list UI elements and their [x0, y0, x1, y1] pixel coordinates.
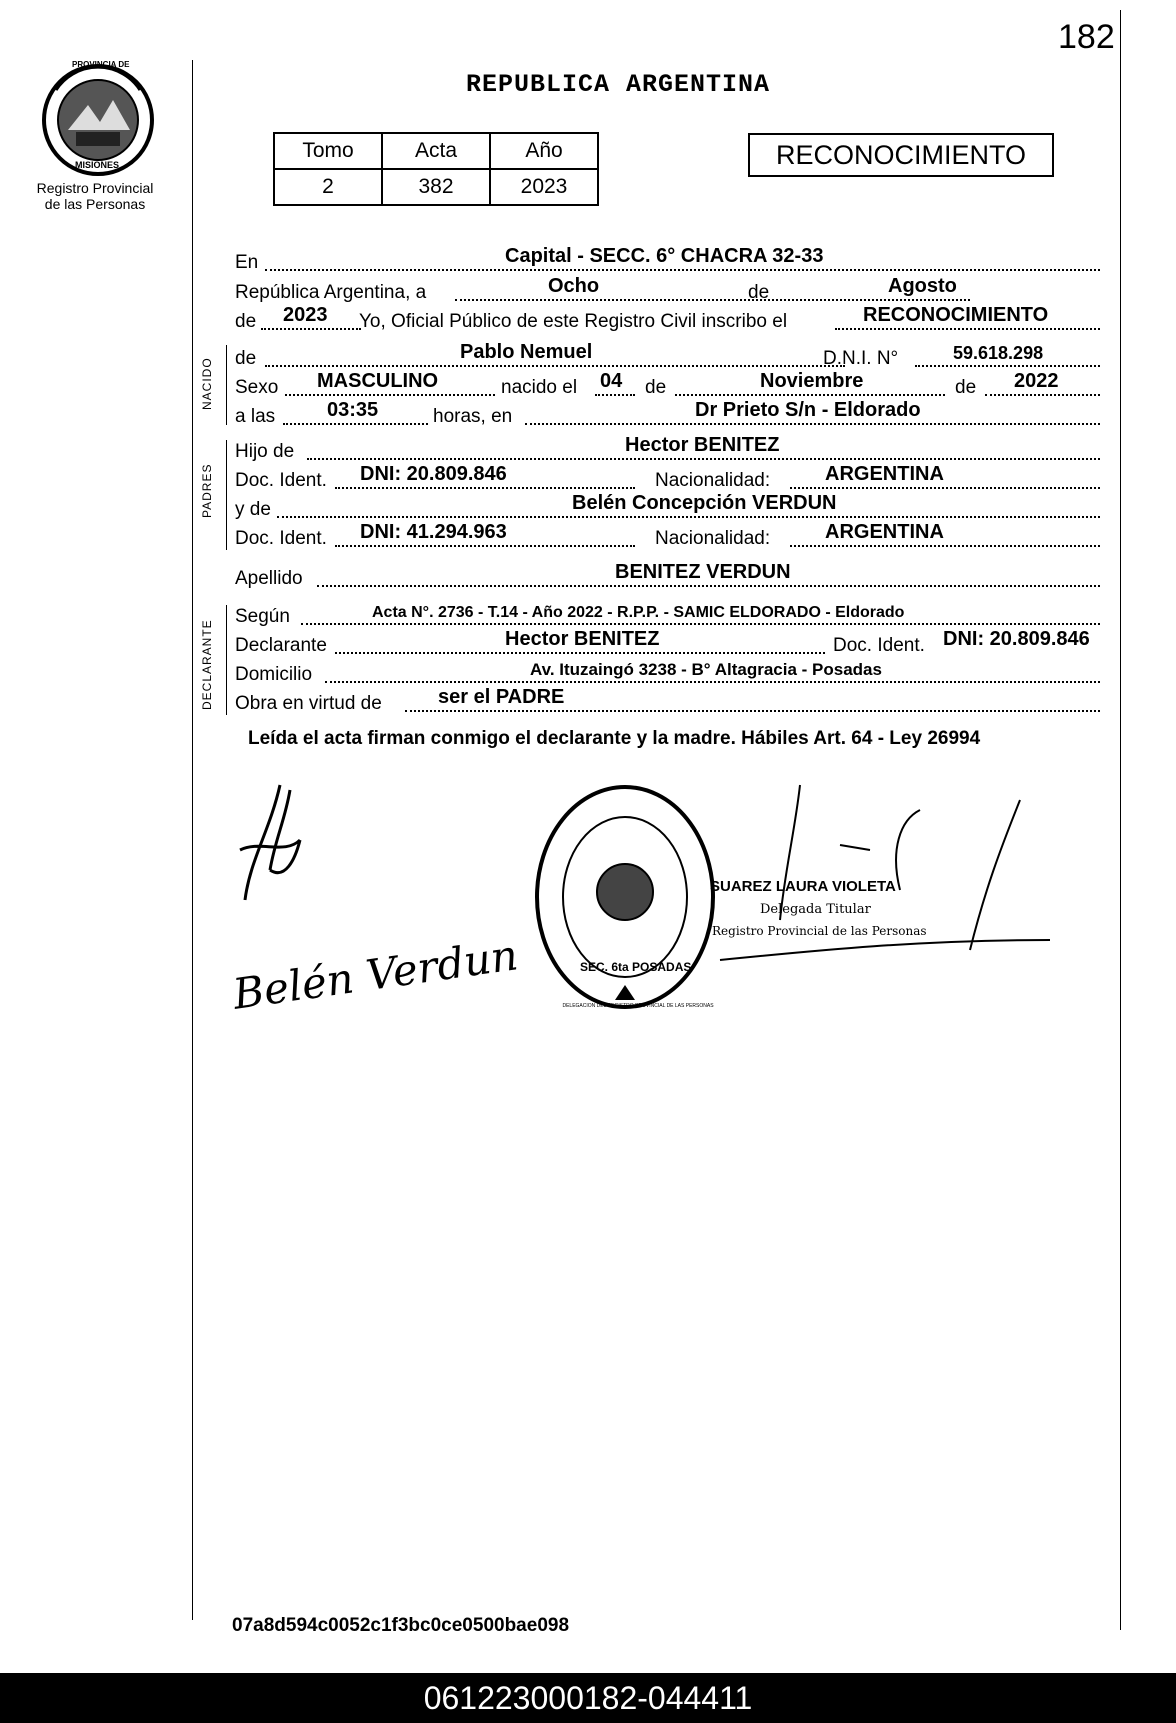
record-table	[273, 132, 599, 206]
value-father-doc: DNI: 20.809.846	[360, 463, 507, 485]
record-value-ano: 2023	[490, 169, 598, 205]
value-birth-time: 03:35	[327, 399, 379, 421]
row-apellido	[235, 560, 1100, 590]
value-nombre: Pablo Nemuel	[460, 341, 593, 363]
document-hash: 07a8d594c0052c1f3bc0ce0500bae098	[232, 1615, 570, 1636]
label-de-month: de	[748, 282, 770, 303]
label-dni: D.N.I. N°	[823, 348, 899, 369]
row-republica	[235, 274, 1100, 304]
value-dni: 59.618.298	[953, 343, 1044, 363]
stamp-ring-text: DELEGACION DEL REGISTRO PROVINCIAL DE LAS PERSONAS	[562, 1003, 714, 1009]
record-value-acta: 382	[382, 169, 490, 205]
value-father-name: Hector BENITEZ	[625, 434, 780, 456]
label-en: En	[235, 252, 259, 273]
value-month: Agosto	[888, 275, 957, 297]
row-hijo	[235, 433, 1100, 463]
bracket-nacido	[226, 345, 227, 425]
label-obra: Obra en virtud de	[235, 693, 382, 714]
logo-seal-bottom-text: MISIONES	[75, 160, 120, 170]
row-nombre	[235, 340, 1100, 370]
label-domicilio: Domicilio	[235, 664, 313, 685]
label-segun: Según	[235, 606, 290, 627]
logo-seal-top-text: PROVINCIA DE	[72, 60, 130, 69]
row-obra	[235, 685, 1100, 715]
label-nacionalidad-mother: Nacionalidad:	[655, 528, 771, 549]
value-obra: ser el PADRE	[438, 686, 565, 708]
side-label-declarante: DECLARANTE	[200, 619, 214, 710]
value-father-nat: ARGENTINA	[825, 463, 944, 485]
stamp-inner-text: SEC. 6ta POSADAS	[580, 960, 692, 974]
row-father-doc	[235, 462, 1100, 492]
label-doc-father: Doc. Ident.	[235, 470, 327, 491]
label-horas: horas, en	[433, 406, 513, 427]
record-header-ano: Año	[490, 133, 598, 169]
row-year	[235, 303, 1100, 333]
label-apellido: Apellido	[235, 568, 303, 589]
value-domicilio: Av. Ituzaingó 3238 - B° Altagracia - Posadas	[530, 660, 882, 679]
record-header-acta: Acta	[382, 133, 490, 169]
value-declarante-doc: DNI: 20.809.846	[943, 628, 1090, 650]
right-margin-line	[1120, 10, 1121, 1630]
row-domicilio	[235, 656, 1100, 686]
official-role: Delegada Titular	[760, 902, 871, 917]
bracket-padres	[226, 440, 227, 550]
label-a-las: a las	[235, 406, 276, 427]
value-en: Capital - SECC. 6° CHACRA 32-33	[505, 245, 824, 267]
page-number: 182	[1058, 18, 1115, 56]
label-de-birth-year: de	[955, 377, 977, 398]
value-birth-year: 2022	[1014, 370, 1059, 392]
label-de-year: de	[235, 311, 257, 332]
mother-signature: Belén Verdun	[229, 930, 521, 1019]
value-apellido: BENITEZ VERDUN	[615, 561, 791, 583]
row-sexo	[235, 369, 1100, 399]
row-mother	[235, 491, 1100, 521]
label-sexo: Sexo	[235, 377, 279, 398]
logo-caption	[20, 180, 170, 212]
value-year: 2023	[283, 304, 328, 326]
closing-note: Leída el acta firman conmigo el declarante y la madre. Hábiles Art. 64 - Ley 26994	[248, 728, 981, 749]
row-en	[235, 244, 1100, 274]
row-declarante	[235, 627, 1100, 657]
record-value-tomo: 2	[274, 169, 382, 205]
value-birth-day: 04	[600, 370, 623, 392]
label-hijo: Hijo de	[235, 441, 295, 462]
value-mother-name: Belén Concepción VERDUN	[572, 492, 837, 514]
yo-text: Yo, Oficial Público de este Registro Civil inscribo el	[359, 311, 788, 332]
value-inscribo: RECONOCIMIENTO	[863, 304, 1049, 326]
value-day: Ocho	[548, 275, 600, 297]
value-birth-place: Dr Prieto S/n - Eldorado	[695, 399, 921, 421]
label-nacido: nacido el	[501, 377, 578, 398]
value-birth-month: Noviembre	[760, 370, 864, 392]
row-hora	[235, 398, 1100, 428]
side-label-nacido: NACIDO	[200, 357, 214, 410]
label-de-nombre: de	[235, 348, 257, 369]
label-doc-mother: Doc. Ident.	[235, 528, 327, 549]
logo-caption-line-2: de las Personas	[44, 196, 146, 212]
value-segun: Acta N°. 2736 - T.14 - Año 2022 - R.P.P. - SAMIC ELDORADO - Eldorado	[372, 604, 905, 621]
row-mother-doc	[235, 520, 1100, 550]
footer-code: 061223000182-044411	[0, 1673, 1176, 1723]
bracket-declarante	[226, 605, 227, 715]
value-mother-doc: DNI: 41.294.963	[360, 521, 507, 543]
value-declarante: Hector BENITEZ	[505, 628, 660, 650]
declarant-signature	[230, 780, 320, 940]
label-y-de: y de	[235, 499, 271, 520]
official-stamp	[530, 780, 720, 1015]
left-margin-line	[192, 60, 193, 1620]
official-office: Registro Provincial de las Personas	[712, 924, 927, 938]
country-title: REPUBLICA ARGENTINA	[465, 70, 771, 99]
label-republica: República Argentina, a	[235, 282, 427, 303]
label-declarante: Declarante	[235, 635, 327, 656]
value-mother-nat: ARGENTINA	[825, 521, 944, 543]
official-name: SUAREZ LAURA VIOLETA	[710, 878, 896, 895]
label-doc-declarante: Doc. Ident.	[833, 635, 925, 656]
label-nacionalidad-father: Nacionalidad:	[655, 470, 771, 491]
record-type-box: RECONOCIMIENTO	[748, 133, 1054, 177]
side-label-padres: PADRES	[200, 463, 214, 518]
row-segun	[235, 598, 1100, 628]
value-sexo: MASCULINO	[317, 370, 439, 392]
logo-caption-line-1: Registro Provincial	[36, 180, 154, 196]
label-de-birth-month: de	[645, 377, 667, 398]
record-header-tomo: Tomo	[274, 133, 382, 169]
